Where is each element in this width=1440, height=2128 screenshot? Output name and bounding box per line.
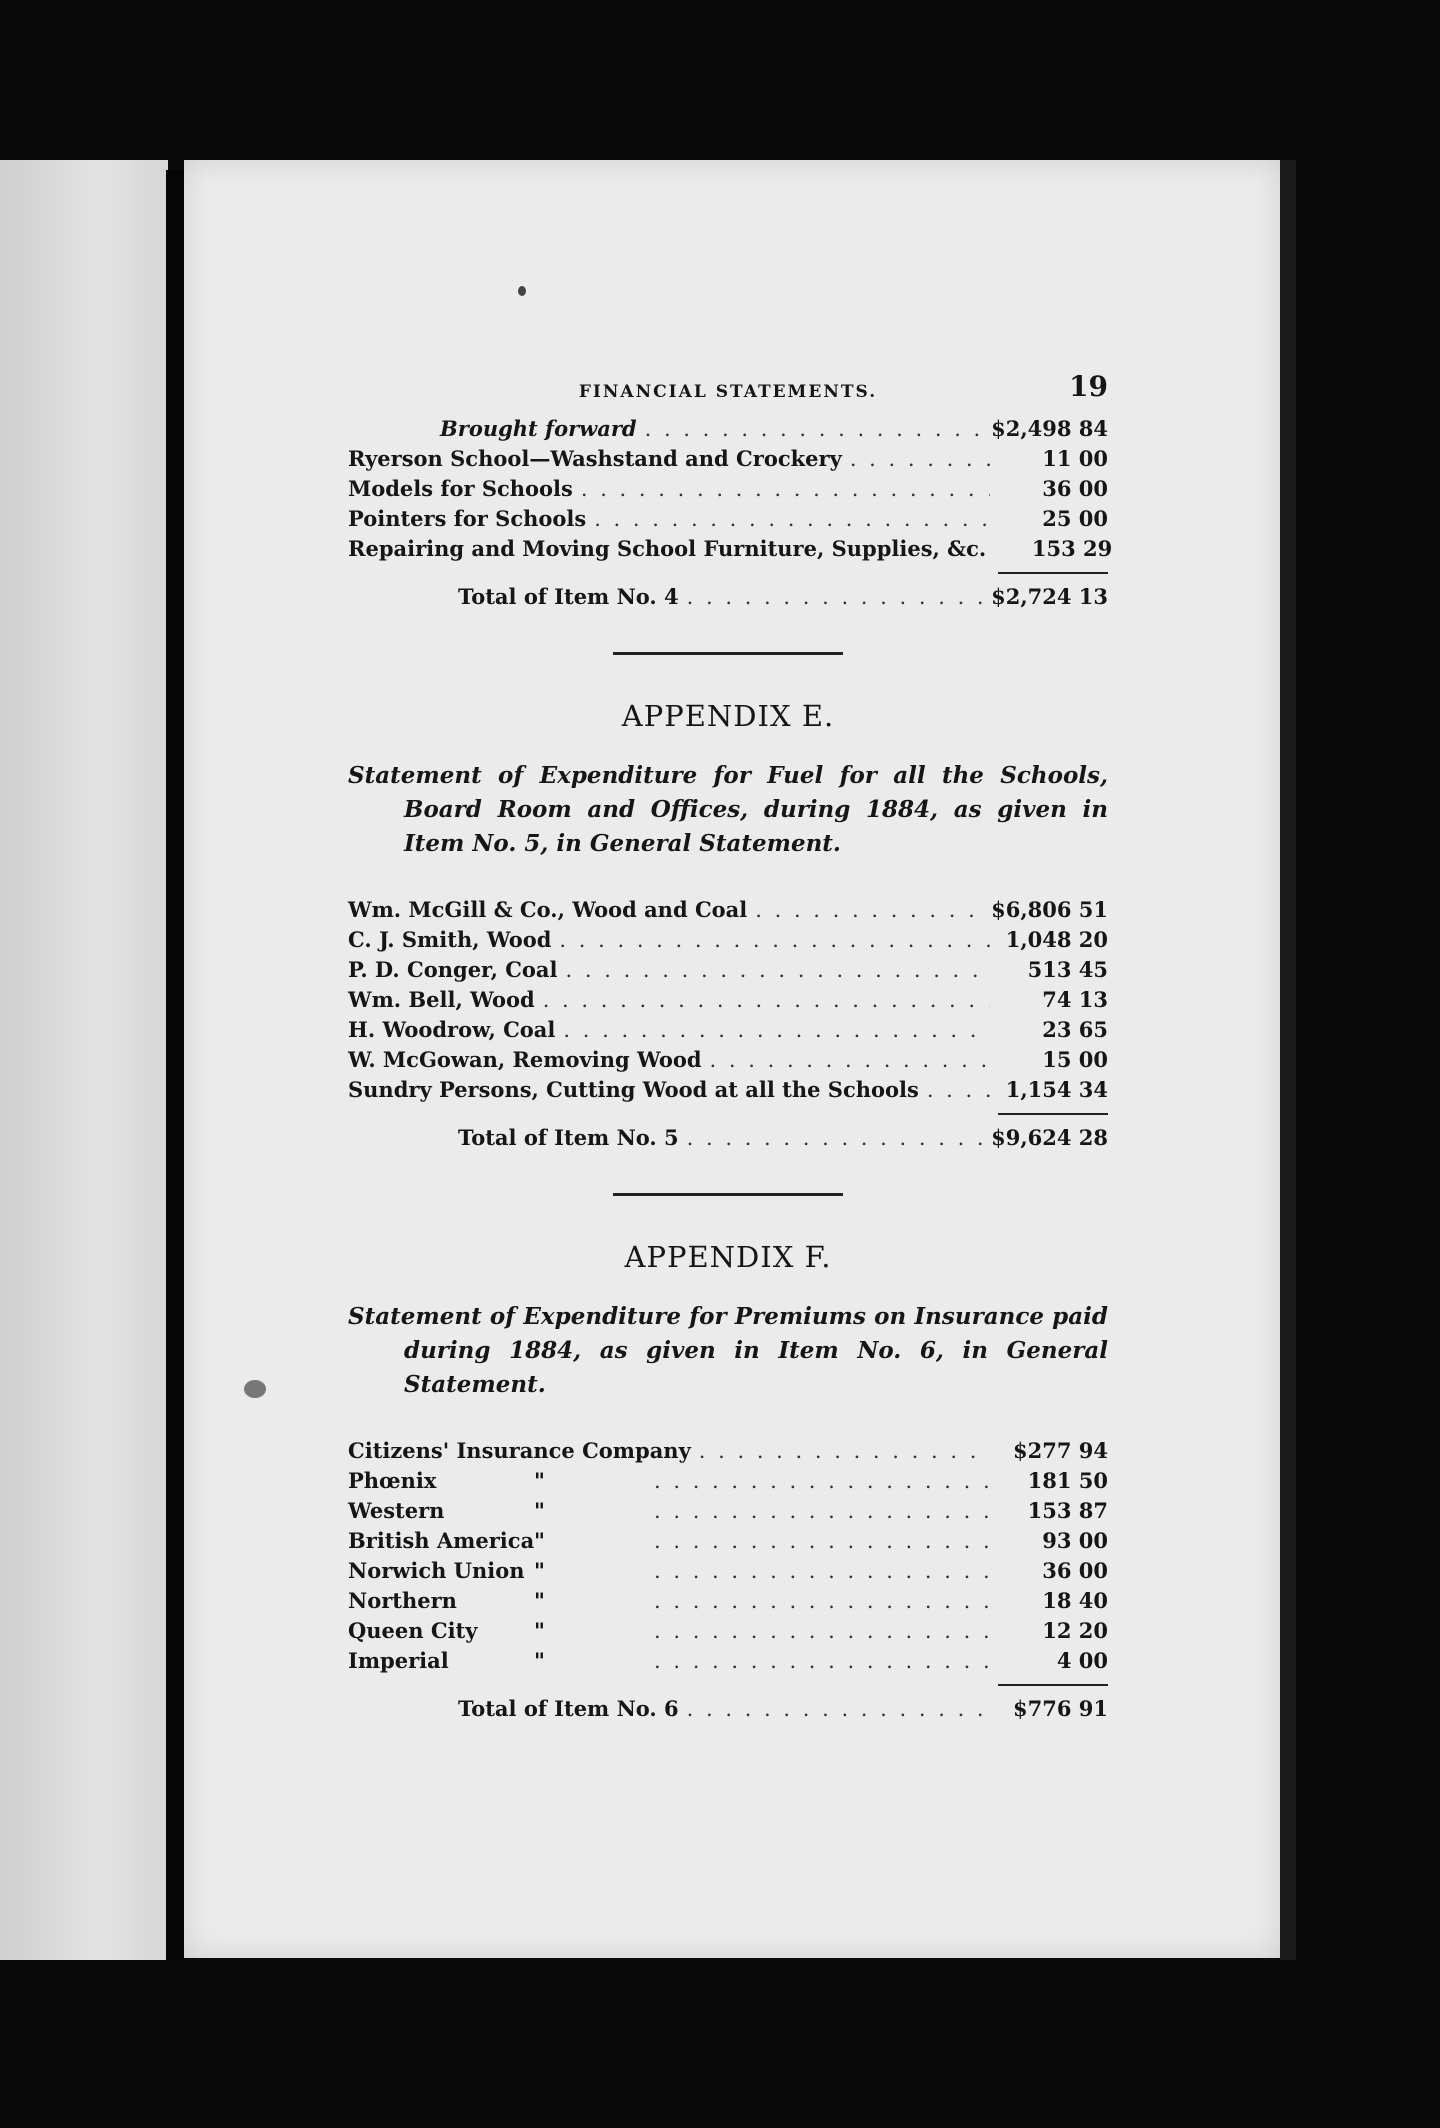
leader-dots (687, 1124, 983, 1153)
total-label: Total of Item No. 5 (458, 1125, 679, 1150)
appendix-f (348, 1240, 1108, 1724)
leader-dots (654, 1587, 990, 1616)
company-name: Imperial (348, 1648, 449, 1673)
row-amount: 12 20 (1042, 1618, 1108, 1643)
table-row (348, 1436, 1108, 1466)
company-name: Northern (348, 1588, 457, 1613)
leader-dots (927, 1076, 990, 1105)
row-label: C. J. Smith, Wood (348, 927, 552, 952)
sum-rule (998, 1113, 1108, 1115)
page-edge-shadow (1280, 160, 1296, 1960)
leader-dots (654, 1617, 990, 1646)
ditto-mark: " (534, 1468, 545, 1493)
table-row (348, 1466, 1108, 1496)
table-row (348, 444, 1108, 474)
leader-dots (594, 505, 990, 534)
row-amount: 153 29 (1031, 536, 1113, 561)
leader-dots (645, 415, 984, 444)
row-label: Sundry Persons, Cutting Wood at all the Schools (348, 1077, 919, 1102)
leader-dots (654, 1647, 990, 1676)
leader-dots (687, 583, 983, 612)
table-row (348, 925, 1108, 955)
appendix-f-statement: Statement of Expenditure for Premiums on Insurance paid during 1884, as given in Item No. 6, in General Statement. (348, 1303, 1108, 1398)
row-label (348, 1466, 564, 1495)
table-row (348, 955, 1108, 985)
table-row (348, 1586, 1108, 1616)
table-row (348, 1616, 1108, 1646)
leader-dots (654, 1467, 990, 1496)
row-label: Wm. Bell, Wood (348, 987, 535, 1012)
previous-page-edge (0, 160, 168, 1960)
table-row (348, 504, 1108, 534)
total-row (348, 582, 1108, 612)
sum-rule (998, 1684, 1108, 1686)
total-label: Total of Item No. 6 (458, 1696, 679, 1721)
appendix-e-title: APPENDIX E. (621, 699, 835, 733)
row-amount: 36 00 (1042, 476, 1108, 501)
total-amount: $9,624 28 (991, 1125, 1108, 1150)
row-label (348, 1616, 564, 1645)
leader-dots (755, 896, 983, 925)
row-amount: 181 50 (1027, 1468, 1108, 1493)
leader-dots (687, 1695, 990, 1724)
row-label (348, 1526, 564, 1555)
appendix-e-statement: Statement of Expenditure for Fuel for all the Schools, Board Room and Offices, during 1884, as given in Item No. 5, in General Statement. (348, 762, 1108, 857)
total-row (348, 1123, 1108, 1153)
leader-dots (563, 1016, 990, 1045)
row-amount: 15 00 (1042, 1047, 1108, 1072)
row-amount: 93 00 (1042, 1528, 1108, 1553)
leader-dots (559, 926, 990, 955)
page-content (348, 370, 1113, 1724)
row-amount: 36 00 (1042, 1558, 1108, 1583)
row-amount: 74 13 (1042, 987, 1108, 1012)
row-label: Wm. McGill & Co., Wood and Coal (348, 897, 748, 922)
table-row (348, 1556, 1108, 1586)
row-label: Brought forward (440, 416, 637, 441)
company-name: Phœnix (348, 1468, 437, 1493)
leader-dots (543, 986, 990, 1015)
document-page (184, 160, 1280, 1958)
table-row (348, 1646, 1108, 1676)
row-amount: 1,048 20 (1005, 927, 1108, 952)
ink-speck (244, 1380, 266, 1398)
leader-dots (850, 445, 990, 474)
section-divider (613, 652, 843, 655)
row-amount: $2,498 84 (991, 416, 1108, 441)
table-row (348, 895, 1108, 925)
appendix-e (348, 699, 1108, 1153)
leader-dots (699, 1437, 990, 1466)
section-divider (613, 1193, 843, 1196)
row-label: P. D. Conger, Coal (348, 957, 558, 982)
leader-dots (581, 475, 990, 504)
table-row (348, 1075, 1108, 1105)
row-amount: 513 45 (1027, 957, 1108, 982)
book-spine (166, 170, 184, 1960)
sum-rule (998, 572, 1108, 574)
row-label (348, 1496, 564, 1525)
row-amount: 1,154 34 (1005, 1077, 1108, 1102)
company-name: Queen City (348, 1618, 478, 1643)
company-name: Norwich Union (348, 1558, 525, 1583)
table-row (348, 1496, 1108, 1526)
leader-dots (654, 1527, 990, 1556)
running-head (348, 370, 1108, 414)
company-name: Citizens' Insurance (348, 1438, 575, 1463)
leader-dots (654, 1497, 990, 1526)
leader-dots (654, 1557, 990, 1586)
table-row (348, 534, 1113, 564)
row-label (348, 1556, 564, 1585)
company-name: British America (348, 1528, 535, 1553)
total-amount: $776 91 (1013, 1696, 1108, 1721)
row-amount: 23 65 (1042, 1017, 1108, 1042)
appendix-f-title: APPENDIX F. (624, 1240, 832, 1274)
row-amount: 25 00 (1042, 506, 1108, 531)
row-label: Models for Schools (348, 476, 573, 501)
ditto-mark: " (534, 1498, 545, 1523)
row-label (348, 1436, 691, 1465)
ditto-mark: " (534, 1558, 545, 1583)
row-label: Pointers for Schools (348, 506, 587, 531)
total-row (348, 1694, 1108, 1724)
table-row (348, 474, 1108, 504)
row-amount: $6,806 51 (991, 897, 1108, 922)
running-head-title: FINANCIAL STATEMENTS. (578, 382, 878, 402)
ink-speck (518, 286, 526, 296)
leader-dots (566, 956, 990, 985)
table-row (348, 985, 1108, 1015)
total-amount: $2,724 13 (991, 584, 1108, 609)
company-suffix: Company (582, 1438, 691, 1463)
row-label: Repairing and Moving School Furniture, Supplies, &c. (348, 536, 987, 561)
item4-table (348, 414, 1113, 612)
row-label: H. Woodrow, Coal (348, 1017, 556, 1042)
row-amount: 4 00 (1056, 1648, 1108, 1673)
row-label: Ryerson School—Washstand and Crockery (348, 446, 842, 471)
table-row (348, 1045, 1108, 1075)
row-label: W. McGowan, Removing Wood (348, 1047, 702, 1072)
total-label: Total of Item No. 4 (458, 584, 679, 609)
appendix-f-table (348, 1436, 1108, 1724)
row-label (348, 1586, 564, 1615)
table-row (348, 1526, 1108, 1556)
table-row (348, 1015, 1108, 1045)
company-name: Western (348, 1498, 445, 1523)
ditto-mark: " (534, 1588, 545, 1613)
row-amount: $277 94 (1013, 1438, 1108, 1463)
appendix-e-table (348, 895, 1108, 1153)
row-amount: 18 40 (1042, 1588, 1108, 1613)
table-row (348, 414, 1108, 444)
row-label (348, 1646, 564, 1675)
row-amount: 153 87 (1027, 1498, 1108, 1523)
row-amount: 11 00 (1042, 446, 1108, 471)
ditto-mark: " (534, 1618, 545, 1643)
leader-dots (710, 1046, 990, 1075)
ditto-mark: " (534, 1528, 545, 1553)
page-number: 19 (1069, 370, 1108, 403)
ditto-mark: " (534, 1648, 545, 1673)
